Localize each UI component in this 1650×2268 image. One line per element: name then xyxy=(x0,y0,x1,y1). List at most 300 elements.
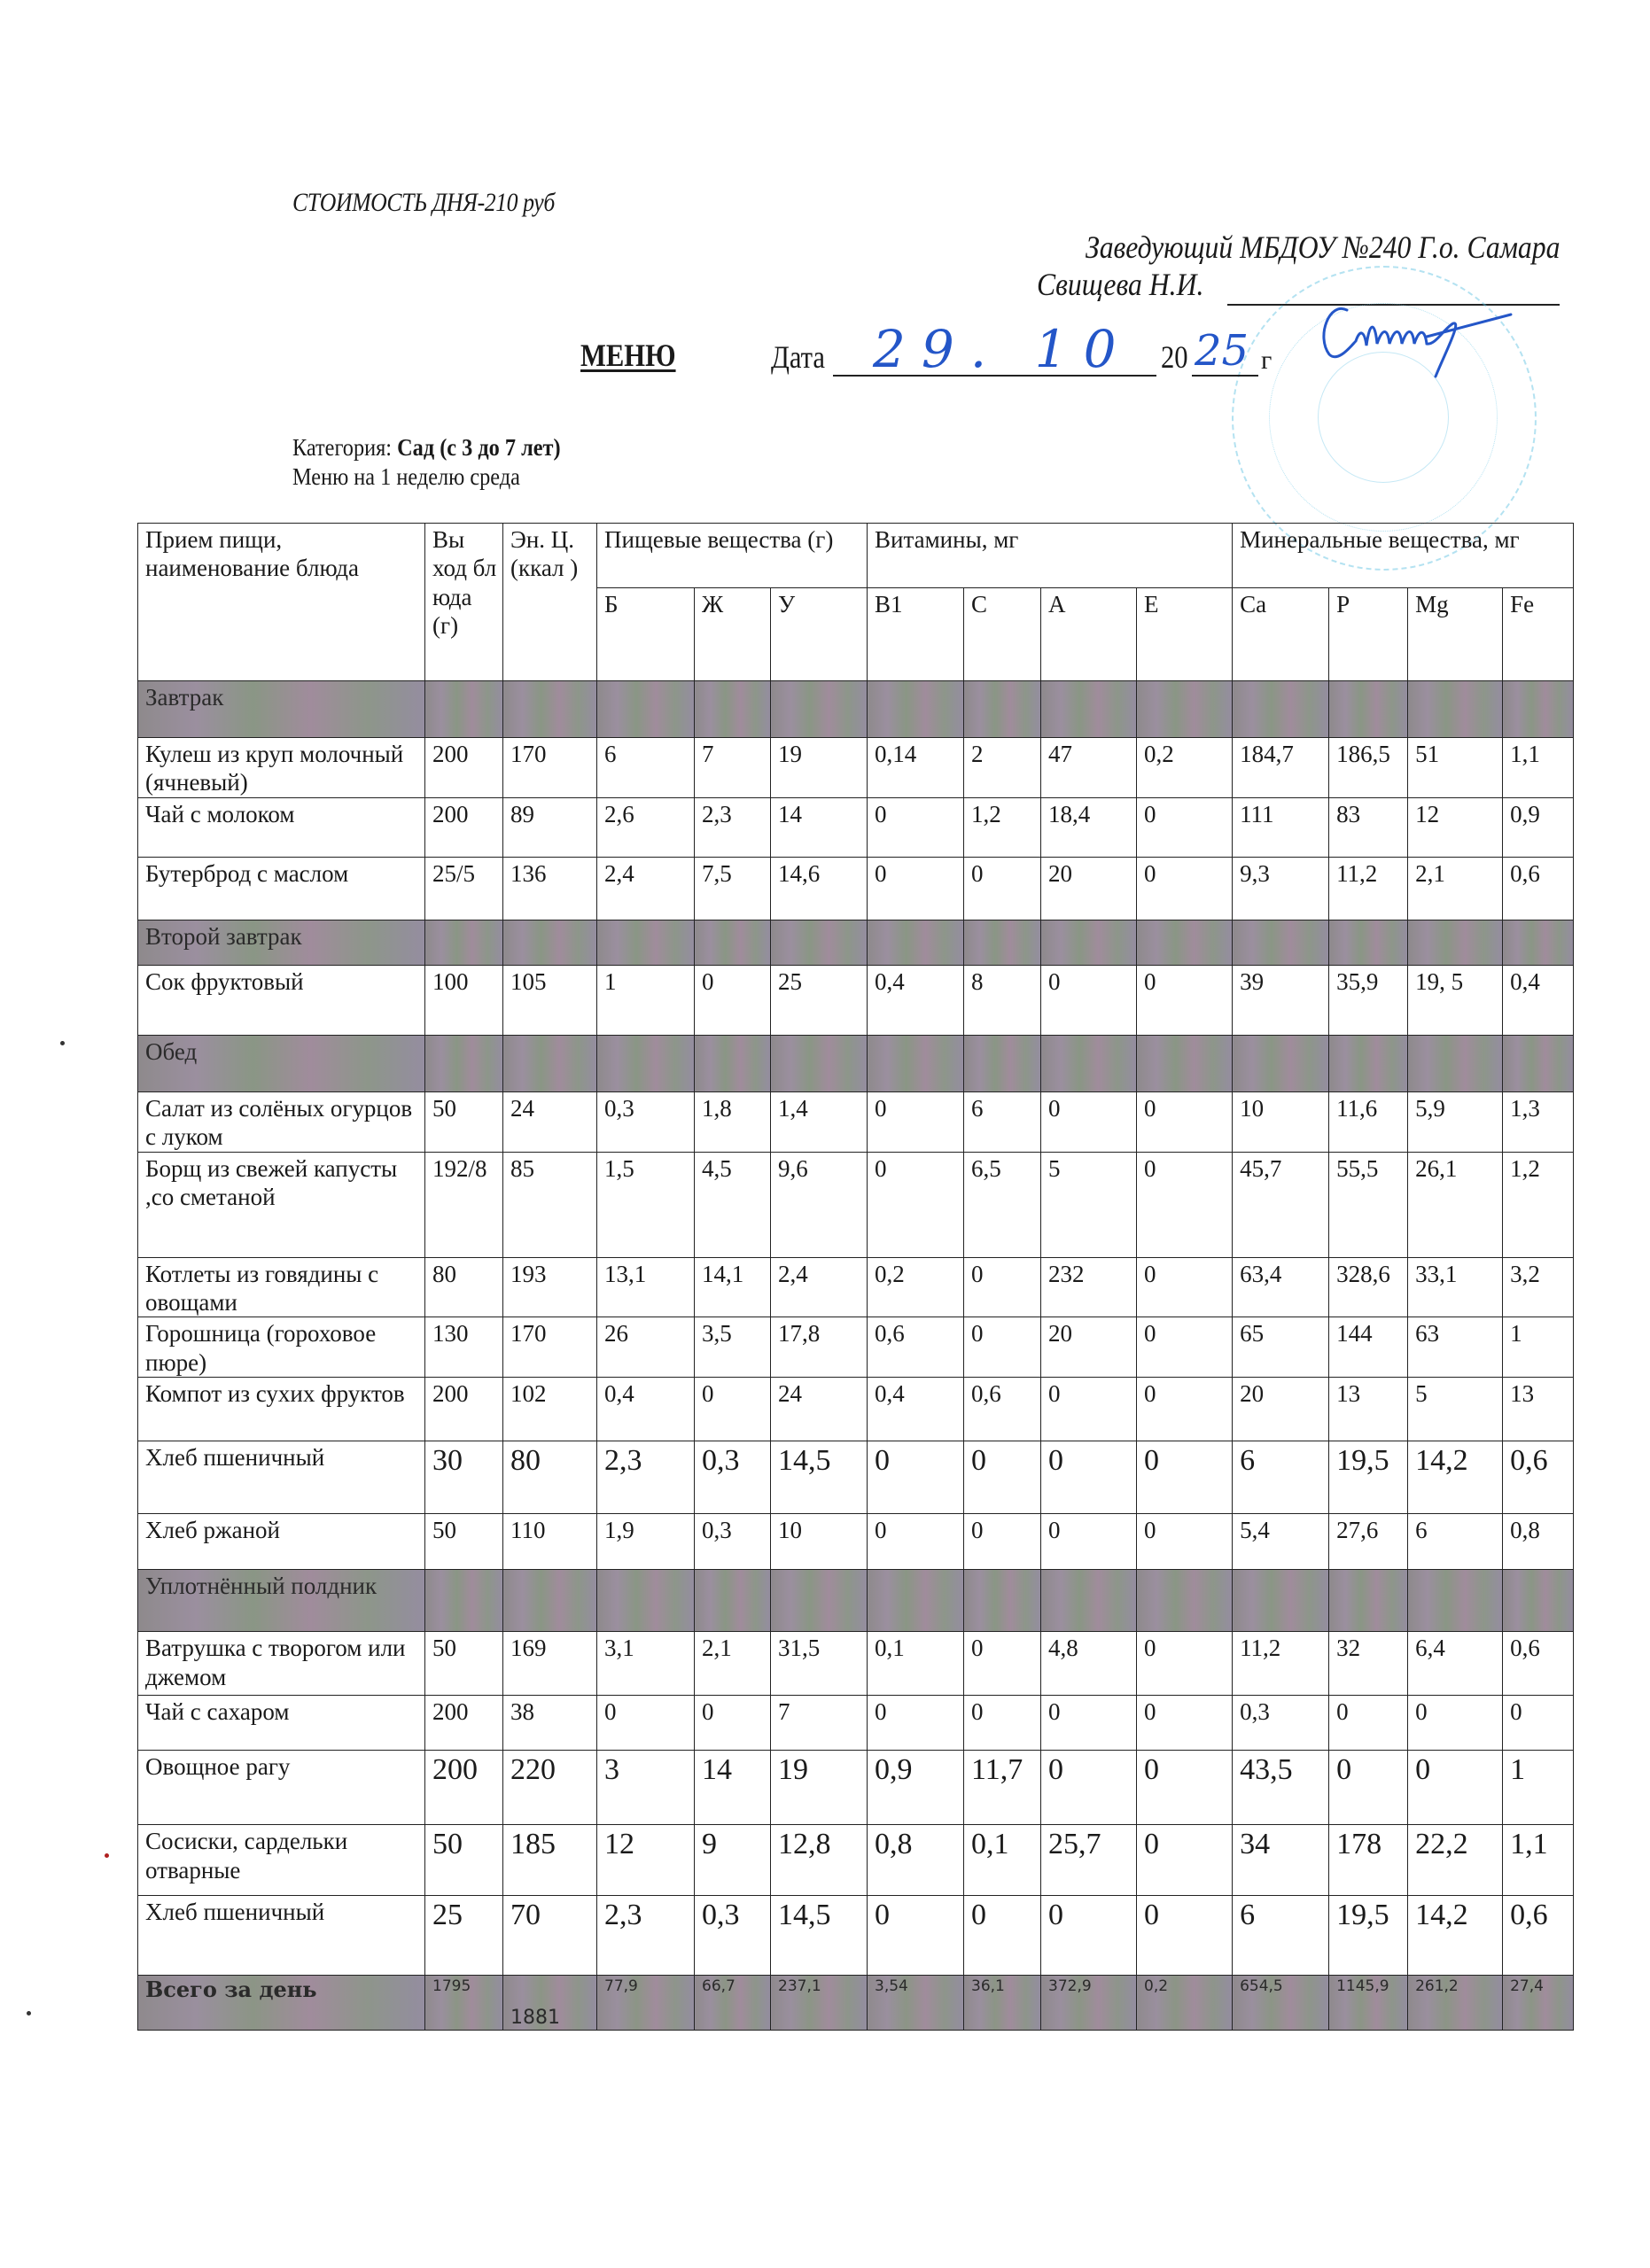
dish-value: 0 xyxy=(597,1696,695,1751)
dish-value: 192/8 xyxy=(425,1152,503,1257)
dish-value: 0,1 xyxy=(964,1825,1041,1896)
dish-value: 0 xyxy=(1137,1317,1233,1378)
total-row xyxy=(138,1976,1574,2031)
section-empty-cell xyxy=(868,1570,964,1632)
dish-value: 0 xyxy=(964,1317,1041,1378)
section-empty-cell xyxy=(868,920,964,965)
section-empty-cell xyxy=(1137,1035,1233,1091)
section-empty-cell xyxy=(964,681,1041,738)
dish-value: 0 xyxy=(1137,1825,1233,1896)
year-prefix: 20 xyxy=(1161,339,1188,375)
total-label: Всего за день xyxy=(138,1976,425,2031)
section-empty-cell xyxy=(771,1570,868,1632)
section-row xyxy=(138,1035,1574,1091)
dish-value: 24 xyxy=(771,1378,868,1441)
dish-name: Котлеты из говядины с овощами xyxy=(138,1257,425,1317)
dish-value: 0 xyxy=(868,1441,964,1514)
dish-value: 1,3 xyxy=(1503,1091,1574,1152)
section-empty-cell xyxy=(1041,920,1137,965)
dish-value: 0 xyxy=(1137,1152,1233,1257)
dish-value: 13 xyxy=(1503,1378,1574,1441)
dish-value: 0 xyxy=(1041,1091,1137,1152)
dish-value: 1 xyxy=(1503,1317,1574,1378)
dish-row xyxy=(138,1632,1574,1696)
dish-name: Борщ из свежей капусты ,со сметаной xyxy=(138,1152,425,1257)
dish-value: 0 xyxy=(964,1514,1041,1570)
dish-value: 0,6 xyxy=(1503,857,1574,920)
dish-value: 8 xyxy=(964,965,1041,1035)
section-empty-cell xyxy=(771,681,868,738)
dish-value: 10 xyxy=(771,1514,868,1570)
dish-value: 50 xyxy=(425,1091,503,1152)
dish-row xyxy=(138,1751,1574,1825)
dish-value: 200 xyxy=(425,797,503,857)
section-empty-cell xyxy=(597,1035,695,1091)
total-value: 77,9 xyxy=(597,1976,695,2031)
dish-value: 2,3 xyxy=(695,797,771,857)
dish-value: 47 xyxy=(1041,738,1137,798)
section-empty-cell xyxy=(695,1035,771,1091)
dish-value: 14,6 xyxy=(771,857,868,920)
dish-value: 7,5 xyxy=(695,857,771,920)
date-label: Дата xyxy=(771,339,826,375)
dish-value: 7 xyxy=(695,738,771,798)
dish-value: 0,1 xyxy=(868,1632,964,1696)
section-empty-cell xyxy=(1408,920,1503,965)
dish-value: 0 xyxy=(1137,1632,1233,1696)
dish-value: 0 xyxy=(1137,797,1233,857)
dish-value: 0,6 xyxy=(964,1378,1041,1441)
header-ca: Ca xyxy=(1233,588,1329,681)
header-yield: Вы ход бл юда (г) xyxy=(425,524,503,681)
dish-value: 186,5 xyxy=(1329,738,1408,798)
section-row xyxy=(138,1570,1574,1632)
dish-value: 0 xyxy=(1137,1091,1233,1152)
dish-name: Бутерброд с маслом xyxy=(138,857,425,920)
section-empty-cell xyxy=(503,920,597,965)
section-empty-cell xyxy=(425,1570,503,1632)
dish-value: 14,5 xyxy=(771,1896,868,1976)
dish-name: Чай с молоком xyxy=(138,797,425,857)
dish-value: 2,1 xyxy=(1408,857,1503,920)
category xyxy=(292,434,561,462)
dish-value: 30 xyxy=(425,1441,503,1514)
dish-name: Кулеш из круп молочный (ячневый) xyxy=(138,738,425,798)
header-fe: Fe xyxy=(1503,588,1574,681)
dish-name: Ватрушка с творогом или джемом xyxy=(138,1632,425,1696)
header-vitamins: Витамины, мг xyxy=(868,524,1233,588)
header-carbs: У xyxy=(771,588,868,681)
dish-value: 11,7 xyxy=(964,1751,1041,1825)
dish-value: 1,1 xyxy=(1503,738,1574,798)
dish-value: 22,2 xyxy=(1408,1825,1503,1896)
dish-value: 38 xyxy=(503,1696,597,1751)
dish-value: 19, 5 xyxy=(1408,965,1503,1035)
dish-value: 31,5 xyxy=(771,1632,868,1696)
dish-value: 32 xyxy=(1329,1632,1408,1696)
dish-name: Чай с сахаром xyxy=(138,1696,425,1751)
dish-value: 1,4 xyxy=(771,1091,868,1152)
dish-value: 6 xyxy=(1233,1896,1329,1976)
dish-value: 0,14 xyxy=(868,738,964,798)
dish-value: 63 xyxy=(1408,1317,1503,1378)
dish-value: 170 xyxy=(503,1317,597,1378)
total-value: 1795 xyxy=(425,1976,503,2031)
dish-value: 14,1 xyxy=(695,1257,771,1317)
dish-value: 0,2 xyxy=(1137,738,1233,798)
dish-value: 25,7 xyxy=(1041,1825,1137,1896)
year-handwritten: 25 xyxy=(1195,326,1249,376)
dish-value: 0,6 xyxy=(1503,1632,1574,1696)
dish-value: 0 xyxy=(964,1441,1041,1514)
dish-row xyxy=(138,1317,1574,1378)
total-value: 654,5 xyxy=(1233,1976,1329,2031)
dish-value: 19,5 xyxy=(1329,1441,1408,1514)
dish-value: 6,4 xyxy=(1408,1632,1503,1696)
dish-value: 0 xyxy=(1041,1896,1137,1976)
dish-value: 3 xyxy=(597,1751,695,1825)
dish-value: 9 xyxy=(695,1825,771,1896)
dish-value: 0 xyxy=(1408,1696,1503,1751)
date-handwritten: 29. 10 xyxy=(873,319,1132,379)
dish-name: Хлеб ржаной xyxy=(138,1514,425,1570)
dish-value: 0 xyxy=(964,1696,1041,1751)
header-fat: Ж xyxy=(695,588,771,681)
dish-value: 14,2 xyxy=(1408,1441,1503,1514)
dish-value: 0,4 xyxy=(868,965,964,1035)
dish-row xyxy=(138,1257,1574,1317)
dish-value: 20 xyxy=(1233,1378,1329,1441)
dish-row xyxy=(138,857,1574,920)
dish-value: 0 xyxy=(1041,1696,1137,1751)
dish-value: 0 xyxy=(1329,1696,1408,1751)
dish-value: 0 xyxy=(964,857,1041,920)
header-protein: Б xyxy=(597,588,695,681)
dish-value: 1,5 xyxy=(597,1152,695,1257)
scan-speck xyxy=(105,1853,109,1858)
dish-row xyxy=(138,1441,1574,1514)
section-empty-cell xyxy=(1233,681,1329,738)
dish-value: 6 xyxy=(1408,1514,1503,1570)
dish-value: 0 xyxy=(868,1696,964,1751)
dish-value: 2,1 xyxy=(695,1632,771,1696)
section-empty-cell xyxy=(771,1035,868,1091)
dish-value: 18,4 xyxy=(1041,797,1137,857)
dish-value: 65 xyxy=(1233,1317,1329,1378)
dish-value: 3,2 xyxy=(1503,1257,1574,1317)
dish-value: 33,1 xyxy=(1408,1257,1503,1317)
dish-value: 0 xyxy=(695,1378,771,1441)
header-a: A xyxy=(1041,588,1137,681)
dish-name: Горошница (гороховое пюре) xyxy=(138,1317,425,1378)
dish-value: 14 xyxy=(771,797,868,857)
dish-value: 0,6 xyxy=(1503,1441,1574,1514)
dish-value: 7 xyxy=(771,1696,868,1751)
dish-value: 200 xyxy=(425,738,503,798)
dish-value: 4,8 xyxy=(1041,1632,1137,1696)
section-empty-cell xyxy=(964,1035,1041,1091)
dish-value: 0 xyxy=(1137,1441,1233,1514)
dish-value: 83 xyxy=(1329,797,1408,857)
section-empty-cell xyxy=(1329,681,1408,738)
dish-value: 178 xyxy=(1329,1825,1408,1896)
total-value: 3,54 xyxy=(868,1976,964,2031)
dish-value: 26 xyxy=(597,1317,695,1378)
section-empty-cell xyxy=(1137,1570,1233,1632)
section-title: Уплотнённый полдник xyxy=(138,1570,425,1632)
dish-value: 14 xyxy=(695,1751,771,1825)
total-value: 372,9 xyxy=(1041,1976,1137,2031)
dish-value: 25/5 xyxy=(425,857,503,920)
section-empty-cell xyxy=(868,1035,964,1091)
year-suffix: г xyxy=(1261,346,1273,375)
dish-value: 0 xyxy=(964,1896,1041,1976)
section-title: Обед xyxy=(138,1035,425,1091)
menu-body xyxy=(138,681,1574,2031)
dish-value: 2 xyxy=(964,738,1041,798)
section-empty-cell xyxy=(1329,1035,1408,1091)
dish-value: 0 xyxy=(868,1896,964,1976)
dish-value: 0 xyxy=(1041,1378,1137,1441)
dish-name: Компот из сухих фруктов xyxy=(138,1378,425,1441)
section-empty-cell xyxy=(1233,920,1329,965)
header-e: E xyxy=(1137,588,1233,681)
dish-value: 13,1 xyxy=(597,1257,695,1317)
dish-value: 1,8 xyxy=(695,1091,771,1152)
day-cost: СТОИМОСТЬ ДНЯ-210 руб xyxy=(292,188,555,217)
dish-value: 39 xyxy=(1233,965,1329,1035)
section-empty-cell xyxy=(425,681,503,738)
dish-value: 0,6 xyxy=(1503,1896,1574,1976)
dish-value: 0,4 xyxy=(597,1378,695,1441)
section-empty-cell xyxy=(1137,920,1233,965)
header-b1: B1 xyxy=(868,588,964,681)
dish-value: 0 xyxy=(695,965,771,1035)
dish-value: 12 xyxy=(1408,797,1503,857)
week-info: Меню на 1 неделю среда xyxy=(292,463,520,490)
dish-value: 1 xyxy=(597,965,695,1035)
section-empty-cell xyxy=(597,920,695,965)
dish-value: 0 xyxy=(868,1091,964,1152)
dish-value: 0 xyxy=(964,1257,1041,1317)
dish-value: 25 xyxy=(425,1896,503,1976)
section-title: Второй завтрак xyxy=(138,920,425,965)
section-empty-cell xyxy=(1137,681,1233,738)
total-value: 1145,9 xyxy=(1329,1976,1408,2031)
dish-value: 51 xyxy=(1408,738,1503,798)
header-nutrients: Пищевые вещества (г) xyxy=(597,524,868,588)
dish-value: 43,5 xyxy=(1233,1751,1329,1825)
dish-value: 0,3 xyxy=(597,1091,695,1152)
dish-value: 3,5 xyxy=(695,1317,771,1378)
section-empty-cell xyxy=(1041,1035,1137,1091)
dish-value: 50 xyxy=(425,1825,503,1896)
dish-value: 17,8 xyxy=(771,1317,868,1378)
section-empty-cell xyxy=(1503,681,1574,738)
section-row xyxy=(138,681,1574,738)
total-value: 237,1 xyxy=(771,1976,868,2031)
dish-value: 1,2 xyxy=(964,797,1041,857)
dish-value: 0 xyxy=(1041,965,1137,1035)
dish-name: Хлеб пшеничный xyxy=(138,1896,425,1976)
dish-value: 6 xyxy=(964,1091,1041,1152)
dish-value: 25 xyxy=(771,965,868,1035)
dish-value: 13 xyxy=(1329,1378,1408,1441)
dish-value: 170 xyxy=(503,738,597,798)
dish-row xyxy=(138,1696,1574,1751)
dish-value: 9,3 xyxy=(1233,857,1329,920)
header-mg: Mg xyxy=(1408,588,1503,681)
dish-value: 50 xyxy=(425,1514,503,1570)
dish-value: 2,3 xyxy=(597,1896,695,1976)
dish-value: 1,9 xyxy=(597,1514,695,1570)
section-empty-cell xyxy=(503,681,597,738)
dish-value: 0 xyxy=(1503,1696,1574,1751)
section-empty-cell xyxy=(1408,1570,1503,1632)
dish-value: 0 xyxy=(695,1696,771,1751)
dish-value: 130 xyxy=(425,1317,503,1378)
total-value: 0,2 xyxy=(1137,1976,1233,2031)
dish-value: 0 xyxy=(1041,1514,1137,1570)
dish-value: 0,6 xyxy=(868,1317,964,1378)
dish-value: 0 xyxy=(1041,1751,1137,1825)
section-empty-cell xyxy=(1041,681,1137,738)
dish-value: 110 xyxy=(503,1514,597,1570)
dish-value: 220 xyxy=(503,1751,597,1825)
total-value: 27,4 xyxy=(1503,1976,1574,2031)
dish-value: 5,4 xyxy=(1233,1514,1329,1570)
dish-value: 55,5 xyxy=(1329,1152,1408,1257)
dish-value: 0 xyxy=(868,1152,964,1257)
dish-value: 0 xyxy=(1137,1751,1233,1825)
dish-value: 19 xyxy=(771,738,868,798)
dish-value: 24 xyxy=(503,1091,597,1152)
dish-value: 0 xyxy=(1137,857,1233,920)
section-empty-cell xyxy=(695,681,771,738)
dish-value: 3,1 xyxy=(597,1632,695,1696)
dish-name: Сосиски, сардельки отварные xyxy=(138,1825,425,1896)
section-empty-cell xyxy=(1408,1035,1503,1091)
section-empty-cell xyxy=(425,1035,503,1091)
dish-value: 89 xyxy=(503,797,597,857)
dish-value: 185 xyxy=(503,1825,597,1896)
dish-value: 2,4 xyxy=(597,857,695,920)
section-empty-cell xyxy=(695,920,771,965)
dish-row xyxy=(138,1514,1574,1570)
section-row xyxy=(138,920,1574,965)
header-dish: Прием пищи, наименование блюда xyxy=(138,524,425,681)
dish-value: 6 xyxy=(597,738,695,798)
dish-name: Хлеб пшеничный xyxy=(138,1441,425,1514)
signature-icon xyxy=(1311,292,1524,381)
dish-value: 6 xyxy=(1233,1441,1329,1514)
dish-value: 20 xyxy=(1041,857,1137,920)
dish-value: 102 xyxy=(503,1378,597,1441)
section-empty-cell xyxy=(1041,1570,1137,1632)
dish-value: 0 xyxy=(1137,1514,1233,1570)
section-empty-cell xyxy=(1408,681,1503,738)
section-empty-cell xyxy=(503,1035,597,1091)
dish-value: 11,2 xyxy=(1233,1632,1329,1696)
header-c: C xyxy=(964,588,1041,681)
dish-value: 80 xyxy=(503,1441,597,1514)
approver-title: Заведующий МБДОУ №240 Г.о. Самара xyxy=(1085,229,1560,265)
dish-name: Сок фруктовый xyxy=(138,965,425,1035)
dish-value: 20 xyxy=(1041,1317,1137,1378)
dish-value: 2,4 xyxy=(771,1257,868,1317)
category-label: Категория: xyxy=(292,434,393,461)
total-value: 66,7 xyxy=(695,1976,771,2031)
dish-row xyxy=(138,738,1574,798)
dish-value: 11,6 xyxy=(1329,1091,1408,1152)
dish-value: 1,1 xyxy=(1503,1825,1574,1896)
section-empty-cell xyxy=(1233,1570,1329,1632)
dish-value: 2,6 xyxy=(597,797,695,857)
header-energy: Эн. Ц. (ккал ) xyxy=(503,524,597,681)
dish-value: 19,5 xyxy=(1329,1896,1408,1976)
dish-value: 85 xyxy=(503,1152,597,1257)
section-empty-cell xyxy=(597,681,695,738)
dish-value: 200 xyxy=(425,1378,503,1441)
dish-value: 144 xyxy=(1329,1317,1408,1378)
dish-value: 0,8 xyxy=(868,1825,964,1896)
dish-value: 12,8 xyxy=(771,1825,868,1896)
dish-value: 4,5 xyxy=(695,1152,771,1257)
dish-value: 232 xyxy=(1041,1257,1137,1317)
dish-row xyxy=(138,965,1574,1035)
section-empty-cell xyxy=(1233,1035,1329,1091)
total-value: 1881 xyxy=(503,1976,597,2031)
section-empty-cell xyxy=(1503,920,1574,965)
dish-value: 70 xyxy=(503,1896,597,1976)
dish-value: 136 xyxy=(503,857,597,920)
dish-value: 0 xyxy=(1329,1751,1408,1825)
dish-value: 169 xyxy=(503,1632,597,1696)
dish-value: 10 xyxy=(1233,1091,1329,1152)
scan-speck xyxy=(60,1041,65,1045)
dish-value: 111 xyxy=(1233,797,1329,857)
dish-value: 45,7 xyxy=(1233,1152,1329,1257)
total-value: 261,2 xyxy=(1408,1976,1503,2031)
header-p: P xyxy=(1329,588,1408,681)
dish-value: 14,2 xyxy=(1408,1896,1503,1976)
dish-value: 0 xyxy=(964,1632,1041,1696)
dish-value: 6,5 xyxy=(964,1152,1041,1257)
dish-value: 5 xyxy=(1408,1378,1503,1441)
dish-value: 200 xyxy=(425,1696,503,1751)
dish-value: 328,6 xyxy=(1329,1257,1408,1317)
dish-value: 63,4 xyxy=(1233,1257,1329,1317)
header-row-1 xyxy=(138,524,1574,588)
section-empty-cell xyxy=(964,920,1041,965)
dish-value: 0,2 xyxy=(868,1257,964,1317)
dish-value: 193 xyxy=(503,1257,597,1317)
category-value: Сад (с 3 до 7 лет) xyxy=(397,434,561,461)
dish-value: 0 xyxy=(1137,1696,1233,1751)
dish-value: 105 xyxy=(503,965,597,1035)
section-empty-cell xyxy=(425,920,503,965)
dish-name: Салат из солёных огурцов с луком xyxy=(138,1091,425,1152)
dish-value: 5 xyxy=(1041,1152,1137,1257)
dish-value: 1 xyxy=(1503,1751,1574,1825)
dish-value: 184,7 xyxy=(1233,738,1329,798)
dish-row xyxy=(138,1152,1574,1257)
dish-value: 2,3 xyxy=(597,1441,695,1514)
section-empty-cell xyxy=(1329,1570,1408,1632)
section-empty-cell xyxy=(964,1570,1041,1632)
section-empty-cell xyxy=(1503,1035,1574,1091)
header-minerals: Минеральные вещества, мг xyxy=(1233,524,1574,588)
